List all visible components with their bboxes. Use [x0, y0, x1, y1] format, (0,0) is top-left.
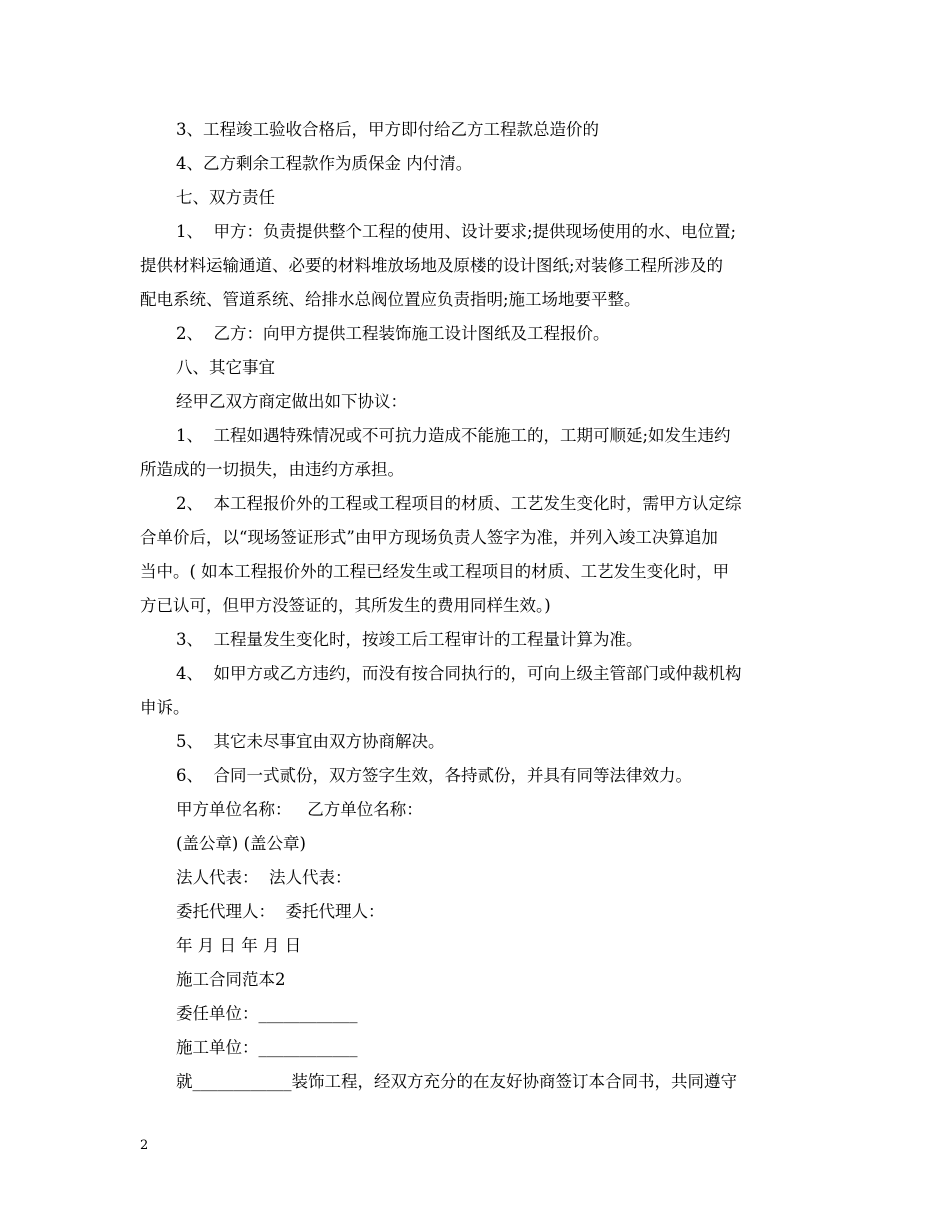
clause-other-3: 3、 工程量发生变化时，按竣工后工程审计的工程量计算为准。 [176, 630, 643, 649]
clause-other-1-line-1: 1、 工程如遇特殊情况或不可抗力造成不能施工的，工期可顺延;如发生违约 [176, 426, 731, 445]
contract-intro-line: 就____________装饰工程，经双方充分的在友好协商签订本合同书，共同遵守 [176, 1072, 737, 1091]
clause-other-2-line-2: 合单价后，以“现场签证形式”由甲方现场负责人签字为准，并列入竣工决算追加 [140, 528, 718, 547]
clause-payment-4: 4、乙方剩余工程款作为质保金 内付清。 [176, 154, 473, 173]
signature-seals: (盖公章) (盖公章) [176, 834, 306, 853]
clause-other-1-line-2: 所造成的一切损失，由违约方承担。 [140, 460, 404, 479]
commissioning-unit-field: 委任单位：____________ [176, 1004, 358, 1023]
construction-unit-field: 施工单位：____________ [176, 1038, 358, 1057]
clause-other-4-line-1: 4、 如甲方或乙方违约，而没有按合同执行的，可向上级主管部门或仲裁机构 [176, 664, 742, 683]
section-heading-responsibilities: 七、双方责任 [176, 188, 275, 207]
clause-other-2-line-3: 当中。( 如本工程报价外的工程已经发生或工程项目的材质、工艺发生变化时，甲 [140, 562, 730, 581]
section-heading-other-matters: 八、其它事宜 [176, 358, 275, 377]
clause-other-6: 6、 合同一式贰份，双方签字生效，各持贰份，并具有同等法律效力。 [176, 766, 692, 785]
clause-party-a-line-2: 提供材料运输通道、必要的材料堆放场地及原楼的设计图纸;对装修工程所涉及的 [140, 256, 724, 275]
clause-other-2-line-1: 2、 本工程报价外的工程或工程项目的材质、工艺发生变化时，需甲方认定综 [176, 494, 742, 513]
clause-party-b: 2、 乙方：向甲方提供工程装饰施工设计图纸及工程报价。 [176, 324, 610, 343]
clause-other-2-line-4: 方已认可，但甲方没签证的，其所发生的费用同样生效。) [140, 596, 551, 615]
clause-party-a-line-1: 1、 甲方：负责提供整个工程的使用、设计要求;提供现场使用的水、电位置; [176, 222, 737, 241]
clause-other-4-line-2: 申诉。 [140, 698, 190, 717]
clause-party-a-line-3: 配电系统、管道系统、给排水总阀位置应负责指明;施工场地要平整。 [140, 290, 641, 309]
signature-dates: 年 月 日 年 月 日 [176, 936, 302, 955]
signature-agents: 委托代理人： 委托代理人： [176, 902, 385, 921]
signature-legal-reps: 法人代表： 法人代表： [176, 868, 352, 887]
clause-payment-3: 3、工程竣工验收合格后，甲方即付给乙方工程款总造价的 [176, 120, 599, 139]
template-2-title: 施工合同范本2 [176, 970, 286, 989]
page-number: 2 [140, 1138, 149, 1153]
signature-unit-names: 甲方单位名称： 乙方单位名称： [176, 800, 423, 819]
clause-other-5: 5、 其它未尽事宜由双方协商解决。 [176, 732, 445, 751]
agreement-intro: 经甲乙双方商定做出如下协议： [176, 392, 407, 411]
